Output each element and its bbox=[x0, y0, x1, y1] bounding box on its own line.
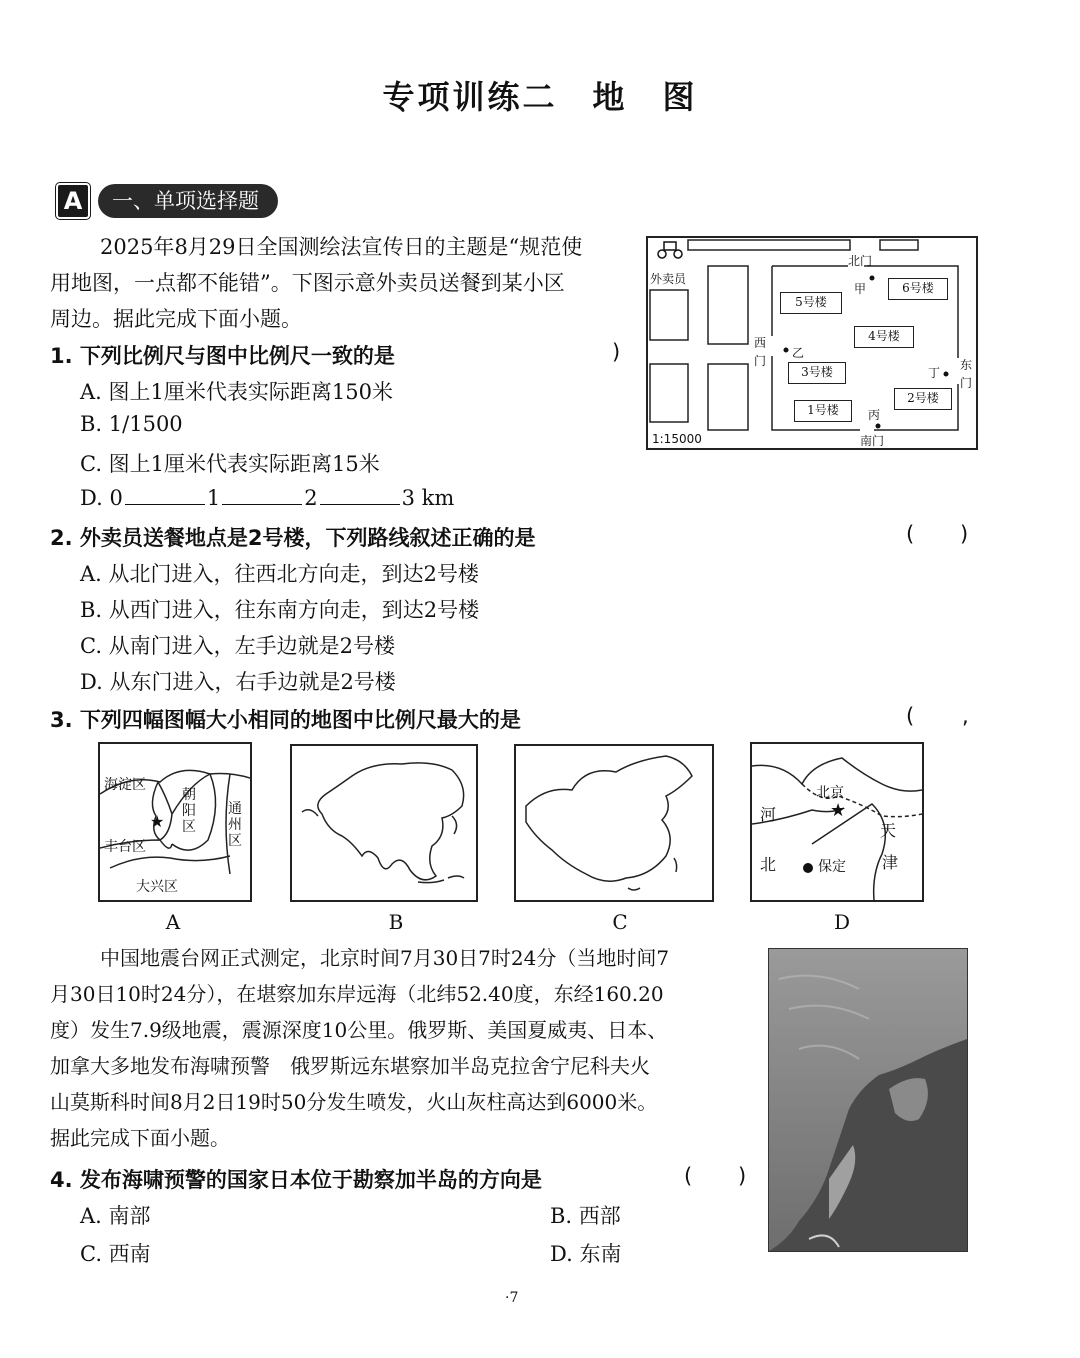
q4-option-d[interactable]: D. 东南 bbox=[550, 1242, 622, 1266]
scale-tick-0: 0 bbox=[109, 486, 123, 510]
ding-label: 丁 bbox=[928, 366, 941, 380]
community-map bbox=[646, 236, 978, 450]
q2-option-b[interactable]: B. 从西门进入，往东南方向走，到达2号楼 bbox=[80, 598, 480, 622]
east-gate-label-2: 门 bbox=[960, 376, 973, 390]
map-d-boundaries bbox=[752, 744, 922, 900]
intro2-line6: 据此完成下面小题。 bbox=[50, 1126, 230, 1150]
yi-label: 乙 bbox=[792, 346, 805, 360]
fengtai-label: 丰台区 bbox=[104, 839, 146, 855]
q2-option-d[interactable]: D. 从东门进入，右手边就是2号楼 bbox=[80, 670, 396, 694]
map-c bbox=[514, 744, 714, 902]
scale-segment bbox=[125, 488, 205, 505]
intro2-line3: 度）发生7.9级地震，震源深度10公里。俄罗斯、美国夏威夷、日本、 bbox=[50, 1018, 668, 1042]
tongzhou-label-2: 州 bbox=[228, 817, 242, 833]
intro1-line1: 2025年8月29日全国测绘法宣传日的主题是“规范使 bbox=[100, 235, 583, 259]
scooter-icon bbox=[658, 242, 682, 258]
chaoyang-label-1: 朝 bbox=[182, 787, 196, 803]
building-5: 5号楼 bbox=[780, 292, 842, 314]
map-d-caption: D bbox=[833, 910, 851, 934]
q1-option-d[interactable] bbox=[80, 486, 454, 510]
q4-paren-right: ) bbox=[738, 1164, 747, 1188]
q4-option-c[interactable]: C. 西南 bbox=[80, 1242, 151, 1266]
jin-label: 津 bbox=[882, 853, 899, 872]
baoding-label: 保定 bbox=[818, 859, 846, 875]
tongzhou-label-3: 区 bbox=[228, 833, 242, 849]
q1-option-d-prefix: D. bbox=[80, 486, 110, 510]
q2-option-a[interactable]: A. 从北门进入，往西北方向走，到达2号楼 bbox=[80, 562, 479, 586]
satellite-terrain bbox=[769, 949, 967, 1251]
jia-label: 甲 bbox=[854, 282, 867, 296]
intro2-line1: 中国地震台网正式测定，北京时间7月30日7时24分（当地时间7 bbox=[100, 946, 670, 970]
map-a-caption: A bbox=[165, 910, 181, 934]
south-gate-label: 南门 bbox=[860, 434, 885, 448]
q2-number: 2. bbox=[50, 526, 73, 550]
q1-stem: 下列比例尺与图中比例尺一致的是 bbox=[79, 344, 395, 368]
tongzhou-label-1: 通 bbox=[228, 801, 242, 817]
section-label: 一、单项选择题 bbox=[98, 184, 278, 218]
scale-segment bbox=[320, 488, 400, 505]
he-label: 河 bbox=[760, 805, 777, 824]
building-1: 1号楼 bbox=[794, 400, 852, 422]
q4-paren-left: ( bbox=[684, 1164, 693, 1188]
haidian-label: 海淀区 bbox=[104, 777, 146, 793]
scale-segment bbox=[222, 488, 302, 505]
map-scale: 1:15000 bbox=[652, 432, 702, 446]
bing-label: 丙 bbox=[868, 408, 881, 422]
building-6: 6号楼 bbox=[888, 278, 948, 300]
daxing-label: 大兴区 bbox=[136, 879, 178, 895]
q4-option-a[interactable]: A. 南部 bbox=[80, 1204, 151, 1228]
q3-paren-right: , bbox=[962, 704, 969, 728]
intro2-line2: 月30日10时24分），在堪察加东岸远海（北纬52.40度，东经160.20 bbox=[50, 982, 664, 1006]
delivery-label: 外卖员 bbox=[650, 272, 687, 286]
north-gate-label: 北门 bbox=[848, 254, 873, 268]
building-3: 3号楼 bbox=[788, 362, 846, 384]
building-2: 2号楼 bbox=[894, 388, 952, 410]
chaoyang-label-2: 阳 bbox=[182, 803, 196, 819]
map-a bbox=[98, 742, 252, 902]
star-icon-capital: ★ bbox=[830, 800, 847, 821]
scale-tick-3: 3 km bbox=[401, 486, 455, 510]
q1-option-b[interactable]: B. 1/1500 bbox=[80, 412, 183, 436]
q1-number: 1. bbox=[50, 344, 73, 368]
q3-paren-left: ( bbox=[906, 704, 915, 728]
intro2-line4: 加拿大多地发布海啸预警 俄罗斯远东堪察加半岛克拉舍宁尼科夫火 bbox=[50, 1054, 650, 1078]
west-gate-label-1: 西 bbox=[754, 336, 767, 350]
q4-number: 4. bbox=[50, 1168, 73, 1192]
page-number: ·7 bbox=[505, 1290, 519, 1306]
intro1-line2: 用地图，一点都不能错”。下图示意外卖员送餐到某小区 bbox=[50, 271, 565, 295]
q2-paren-left: ( bbox=[906, 522, 915, 546]
map-c-china-outline bbox=[516, 746, 712, 900]
tian-label: 天 bbox=[880, 821, 897, 840]
east-gate-label-1: 东 bbox=[960, 358, 973, 372]
map-b-asia-outline bbox=[292, 746, 476, 900]
star-icon: ★ bbox=[150, 812, 165, 831]
q4-stem: 发布海啸预警的国家日本位于勘察加半岛的方向是 bbox=[79, 1168, 542, 1192]
scale-tick-1: 1 bbox=[206, 486, 221, 510]
q1-paren: ) bbox=[612, 340, 621, 364]
q3-number: 3. bbox=[50, 708, 73, 732]
q4-option-b[interactable]: B. 西部 bbox=[550, 1204, 621, 1228]
chaoyang-label-3: 区 bbox=[182, 819, 196, 835]
q2-option-c[interactable]: C. 从南门进入，左手边就是2号楼 bbox=[80, 634, 396, 658]
map-b-caption: B bbox=[388, 910, 404, 934]
q1-option-c[interactable]: C. 图上1厘米代表实际距离15米 bbox=[80, 452, 380, 476]
q2-stem: 外卖员送餐地点是2号楼，下列路线叙述正确的是 bbox=[79, 526, 536, 550]
section-badge: A bbox=[56, 183, 90, 219]
q2-paren-right: ) bbox=[960, 522, 969, 546]
satellite-map bbox=[768, 948, 968, 1252]
west-gate-label-2: 门 bbox=[754, 354, 767, 368]
intro1-line3: 周边。据此完成下面小题。 bbox=[50, 307, 302, 331]
building-4: 4号楼 bbox=[854, 326, 914, 348]
map-b bbox=[290, 744, 478, 902]
q1-option-a[interactable]: A. 图上1厘米代表实际距离150米 bbox=[80, 380, 393, 404]
q3-stem: 下列四幅图幅大小相同的地图中比例尺最大的是 bbox=[79, 708, 521, 732]
beijing-label: 北京 bbox=[816, 785, 844, 801]
bei-label: 北 bbox=[760, 855, 777, 874]
map-c-caption: C bbox=[612, 910, 628, 934]
intro2-line5: 山莫斯科时间8月2日19时50分发生喷发，火山灰柱高达到6000米。 bbox=[50, 1090, 658, 1114]
scale-tick-2: 2 bbox=[304, 486, 318, 510]
page-title: 专项训练二 地 图 bbox=[382, 78, 698, 116]
map-d bbox=[750, 742, 924, 902]
